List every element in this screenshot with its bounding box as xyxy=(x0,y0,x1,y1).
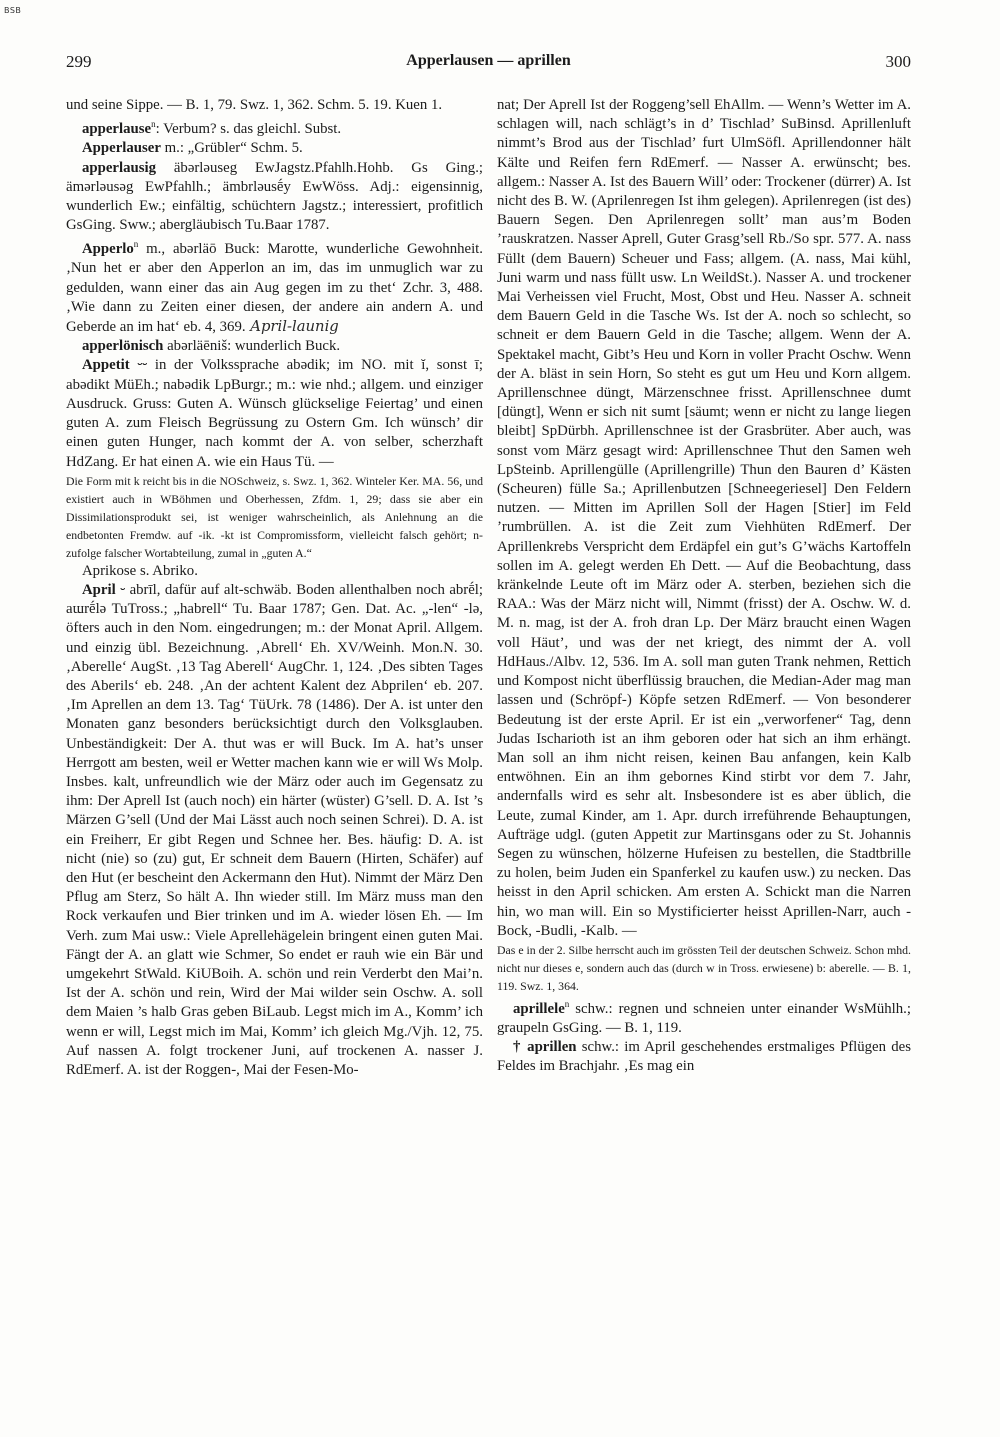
dictionary-entry xyxy=(66,115,483,139)
headword: Appetit xyxy=(82,357,130,374)
dictionary-entry xyxy=(66,235,483,337)
entry-body: m., abərläō Buck: Marotte, wunderliche Gewohnheit. ‚Nun het er aber den Apperlon an im, das im unmuglich war zu gedulden, wann einer das ain Aug gegen im zu thet‘ Zchr. 3, 488. ‚Wie dann zu Zeiten einer diesen, der andere ain andern A. und Geberde an im hat‘ eb. 4, 369. xyxy=(66,241,483,336)
headword: apperlause xyxy=(82,121,152,138)
page-number-right: 300 xyxy=(885,52,911,71)
headword: aprillele xyxy=(513,1000,565,1017)
library-stamp: BSB xyxy=(4,6,22,15)
dictionary-entry xyxy=(66,581,483,1080)
dictionary-entry xyxy=(497,1038,911,1076)
dictionary-entry xyxy=(66,356,483,471)
dictionary-entry xyxy=(66,337,483,356)
entry-body: schw.: regnen und schneien unter einander WsMühlh.; graupeln GsGing. — B. 1, 119. xyxy=(497,1000,911,1037)
right-column xyxy=(497,96,911,1077)
commentary-note: Das e in der 2. Silbe herrscht auch im grössten Teil der deutschen Schweiz. Schon mhd. nicht nur dieses e, sondern auch das (durch w in Tross. erwiesene) b: aberelle. — B. 1, 119. Swz. 1, 364. xyxy=(497,942,911,993)
entry-body: äbərləuseg EwJagstz.Pfahlh.Hohb. Gs Ging.; ämərləusəg EwPfahlh.; ämbrləusḗy EwWöss. Adj.: eigensinnig, wunderlich Ew.; einfältig, schüchtern Jagstz.; interessiert, profitlich GsGing. Sww.; abergläubisch Tu.Baar 1787. xyxy=(66,159,483,234)
dictionary-entry xyxy=(66,562,483,581)
headword: Apperlo xyxy=(82,241,134,258)
headword-superscript: n xyxy=(151,119,156,130)
page-header xyxy=(66,52,911,78)
headword-superscript: n xyxy=(564,998,570,1009)
entry-body: ⏑ abrīl, dafür auf alt-schwäb. Boden allenthalben noch abrḗl; aɯrḗlə TuTross.; „habrell“ Tu. Baar 1787; Gen. Dat. Ac. „-len“ -lə, öfters auch in den Nom. eingedrungen; m.: der Monat April. Allgem. und einzig übl. Bezeichnung. ‚Abrell‘ Eh. XV/Weinh. Mon.N. 30. ‚Aberelle‘ AugSt. ‚13 Tag Aberell‘ AugChr. 1, 124. ‚Des sibten Tages des Aberils‘ eb. 248. ‚An der achtent Kalent dez Abprilen‘ eb. 207. ‚Im Aprellen an dem 13. Tag‘ TüUrk. 78 (1486). Der A. ist unter den Monaten ganz besonders berücksichtigt durch den Volksglauben. Unbeständigkeit: Der A. thut was er will Buck. Im A. hat’s unser Herrgott am besten, weil er Wetter machen kann wie er will Ws Molp. Insbes. kalt, unfreundlich wie der März oder auch im Gegensatz zu ihm: Der Aprell Ist (auch noch) ein härter (wüster) G’sell. D. A. Ist ’s Märzen G’sell (Und der Mai Lässt auch noch seinen Schrei). D. A. ist ein Freiherr, Er gibt Regen und Schnee her. Bes. häufig: D. A. ist nicht (nie) so (zu) gut, Er schneit dem Bauern (Hirten, Schäfer) auf den Hut (er bescheint den Ackermann den Hut). Nimmt der März Den Pflug am Sterz, So hält A. Ihn wieder still. Im März muss man den Rock verkaufen und Bier trinken und im A. wieder lösen Eh. — Im Verh. zum Mai usw.: Viele Aprellehägelein bringent einen guten Mai. Fängt der A. an glatt wie Schmer, So endet er rauh wie ein Bär und umgekehrt StWald. KiUBoih. A. schön und rein Verderbt den Mai’n. Ist der A. schön und rein, Wird der Mai wilder sein Oschw. A. soll dem Maien ’s halb Gras geben BiLaub. Legst mich im A., Komm’ ich wenn er will, Legst mich im Mai, Komm’ ich gleich Mg./Vjh. 12, 75. Auf nassen A. folgt trockener Juni, auf trockenen A. nasser J. RdEmerf. A. ist der Roggen-, Mai der Fesen-Mo- xyxy=(66,581,483,1078)
headword: apperlausig xyxy=(82,159,156,176)
dictionary-entry xyxy=(497,995,911,1038)
dictionary-entry xyxy=(66,159,483,236)
entry-body: schw.: im April geschehendes erstmaliges Pflügen des Feldes im Brachjahr. ‚Es mag ein xyxy=(497,1039,911,1075)
entry-body: abərläēniš: wunderlich Buck. xyxy=(163,338,341,355)
entry-body: : Verbum? s. das gleichl. Subst. xyxy=(155,121,342,138)
dictionary-entry xyxy=(66,139,483,158)
left-column xyxy=(66,96,483,1080)
entry-body: Aprikose s. Abriko. xyxy=(82,562,198,579)
headword: April xyxy=(82,581,116,598)
headword: apperlönisch xyxy=(82,338,164,355)
continuation-text: und seine Sippe. — B. 1, 79. Swz. 1, 362. Schm. 5. 19. Kuen 1. xyxy=(66,97,443,113)
page-number-left: 299 xyxy=(66,52,92,71)
handwritten-annotation: April-launig xyxy=(245,318,339,336)
entry-body: m.: „Grübler“ Schm. 5. xyxy=(160,140,303,157)
running-head: Apperlausen — aprillen xyxy=(406,52,571,69)
headword: † aprillen xyxy=(513,1039,577,1056)
headword: Apperlauser xyxy=(82,140,161,157)
entry-body: ⏑⏑ in der Volkssprache abədik; im NO. mit ĭ, sonst ī; abədikt MüEh.; nabədik LpBurgr.; m.: wie nhd.; allgem. und einziger Ausdruck. Gruss: Guten A. Wünsch glückselige Feiertag’ und einen guten A. zum Fleisch Begrüssung zu Ostern Gm. Ich wünsch’ dir einen guten Hunger, nach kommt der A. von selber, scherzhaft HdZang. Er hat einen A. wie ein Haus Tü. — xyxy=(66,357,483,470)
continuation-text: nat; Der Aprell Ist der Roggeng’sell EhAllm. — Wenn’s Wetter im A. schlagen will, nach schlägt’s in d’ Tischlad’ SuBinsd. Aprillenluft nimmt’s Brod aus der Tischlad’ furt UlmSöfl. Aprillendonner hält Kälte und Reifen fern RdEmerf. — Nasser A. erwünscht; bes. allgem.: Nasser A. Ist des Bauern Will’ oder: Trockener (dürrer) A. Ist nicht des B. W. (Aprilenregen Ist ihm gelegen). Aprilenregen (ist des) Bauern Segen. Den Aprilenregen sollt’ man aus’m Boden ’rauskratzen. Nasser Aprell, Guter Grasg’sell Rb./So spr. 577. A. nass Füllt (dem Bauern) Scheuer und Fass; allgem. (A. nass, Mai kühl, Juni warm und nass füllt usw. Ln WeildSt.). Nasser A. und trockener Mai Verheissen viel Frucht, Most, Obst und Heu. Nasser A. schneit dem Bauern Geld in die Tasche Ws. Ist der A. noch so schlecht, so schneit er dem Bauern Geld in die Tasche; allgem. Wenn der A. Spektakel macht, Gibt’s Heu und Korn in voller Pracht Oschw. Wenn der A. bläst in sein Horn, So steht es gut um Heu und Korn allgem. Aprillenschnee düngt, Märzenschnee frisst. Aprillenschnee dumt [düngt], Wenn er sich nit sumt [säumt; wenn er nicht zu lange liegen bleibt] SpDürbh. Aprillenschnee ist der Grasbrüter. Aber auch, was sonst vom März gesagt wird: Aprillenschnee Thut den Samen weh LpSteinb. Aprillengülle (Aprillengrille) Thun den Bauren d’ Kästen (Scheuren) fülle Sa.; Aprillenbutzen [Schneegeriesel] Den Feldern nutzen. — Mitten im Aprillen Soll der Hagen [Stier] im Feld ’rumbrüllen. A. ist die Zeit zum Viehhüten RdEmerf. Der Aprillenkrebs Verspricht dem Erdäpfel ein gut’s G’wächs Kartoffeln sollen im A. gelegt werden Eh Dett. — Auf die Beobachtung, dass kränkelnde Leute oft im März oder A. sterben, beziehen sich die RAA.: Was der März nicht will, Nimmt (frisst) der A. Oschw. W. d. M. n. mag, ist der A. froh dran Lp. Der März braucht einen Wagen voll Häut’, und was der net kriegt, des nimmt der A. voll HdHaus./Albv. 12, 536. Im A. soll man guten Trank nehmen, Rettich und Kompost nicht überflüssig brauchen, die Median-Ader mag man lassen und (Schröpf-) Köpfe setzen RdEmerf. — Von besonderer Bedeutung ist der erste April. Er ist ein „verworfener“ Tag, denn Judas Ischarioth ist an ihm geboren oder hat sich an ihm erhängt. Man soll an ihm nicht reisen, keinen Bau anfangen, kein Kalb entwöhnen. Ein an ihm gebornes Kind stirbt vor dem 7. Jahr, andernfalls wird es sehr alt. Insbesondere ist es aber üblich, die Leute, zumal Kinder, am 1. Apr. durch irreführende Behauptungen, Aufträge udgl. (guten Appetit zur Martinsgans oder zu St. Johannis Segen zu wünschen, hölzerne Hufeisen zu bestellen, die Stadtbrille zu holen, beim Juden ein Spanferkel zu kaufen usw.) zu necken. Das heisst in den April schicken. Am ersten A. Schickt man die Narren hin, wo man will. Ein so Mystificierter heisst Aprillen-Narr, auch -Bock, -Budli, -Kalb. — xyxy=(497,97,911,939)
commentary-note: Die Form mit k reicht bis in die NOSchweiz, s. Swz. 1, 362. Winteler Ker. MA. 56, und existiert auch in WBöhmen und Oberhessen, Zfdm. 1, 29; dass sie aber ein Dissimilationsprodukt sei, ist weniger wahrscheinlich, als Anlehnung an die endbetonten Fremdw. auf -ik. -kt ist Compromissform, vielleicht falsch gehört; n- zufolge falscher Wortabteilung, zumal in „guten A.“ xyxy=(66,473,483,560)
headword-superscript: n xyxy=(133,239,139,250)
